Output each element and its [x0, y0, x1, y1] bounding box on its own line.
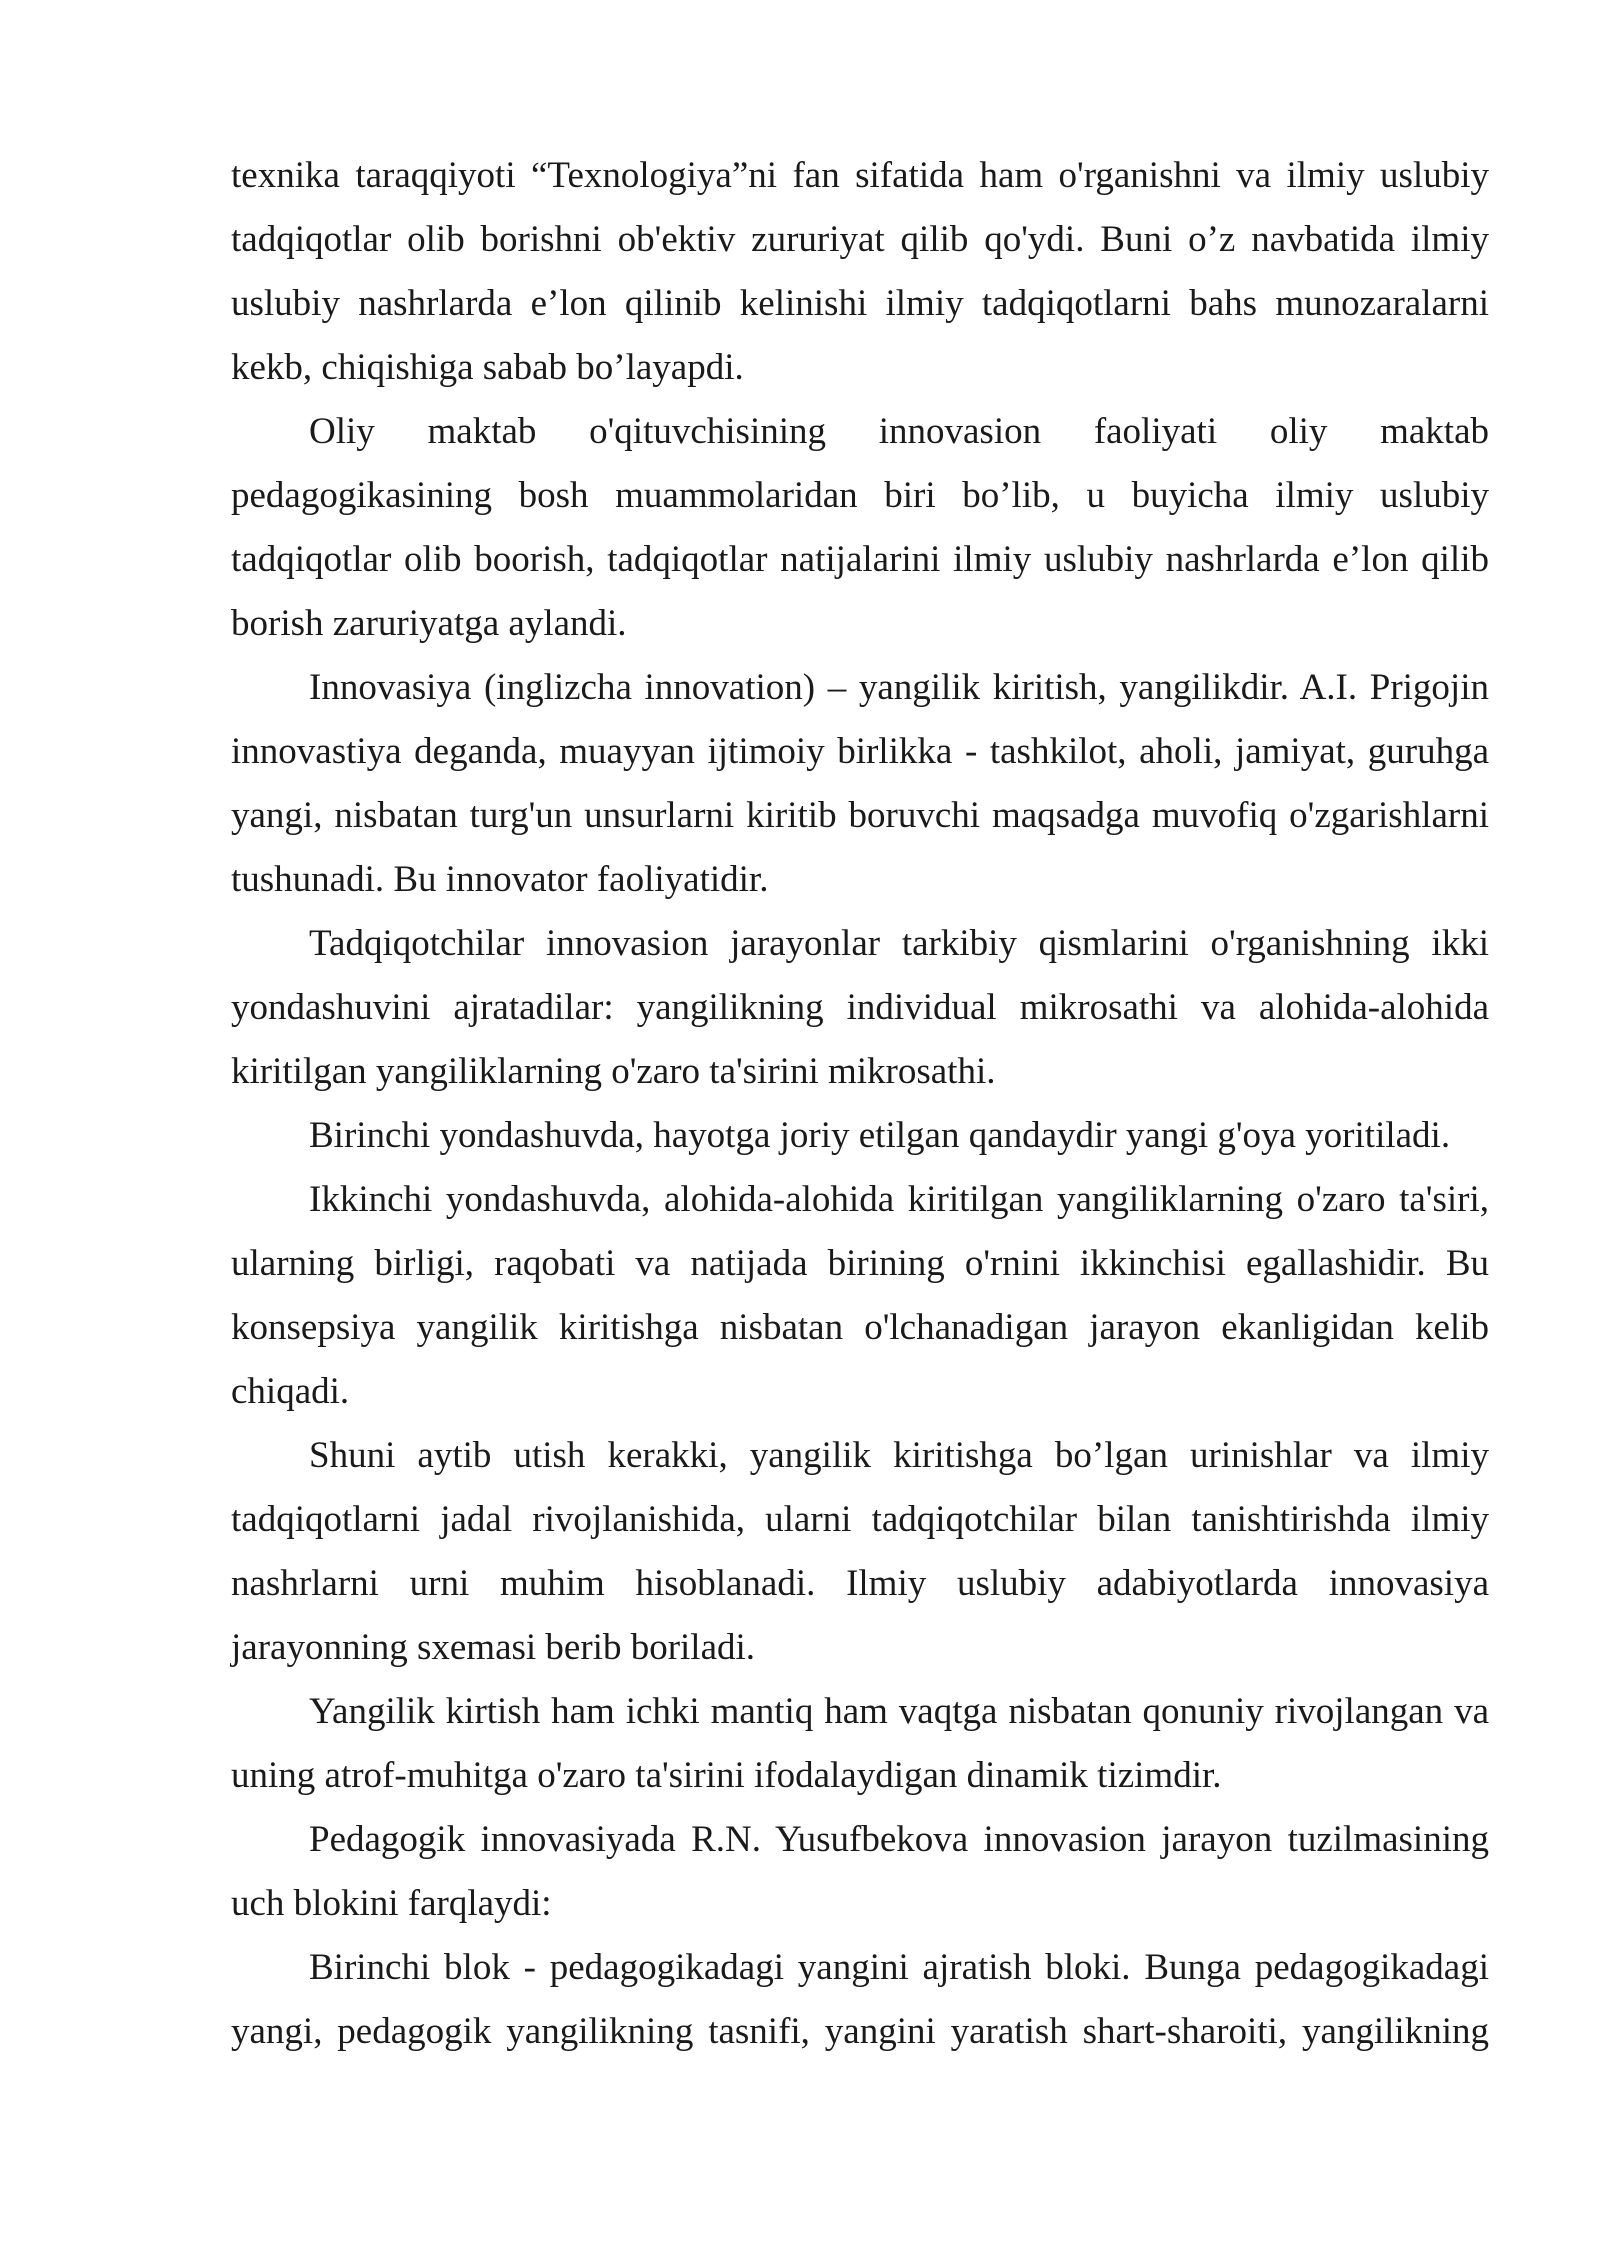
paragraph-continuation: texnika taraqqiyoti “Texnologiya”ni fan sifatida ham o'rganishni va ilmiy uslubiy tadqiqotlar olib borishni ob'ektiv zururiyat qilib qo'ydi. Buni o’z navbatida ilmiy uslubiy nashrlarda e’lon qilinib kelinishi ilmiy tadqiqotlarni bahs munozaralarni kekb, chiqishiga sabab bo’layapdi. — [231, 155, 1489, 388]
paragraph-innovation-activity: Oliy maktab o'qituvchisining innovasion faoliyati oliy maktab pedagogikasining bosh muammolaridan biri bo’lib, u buyicha ilmiy uslubiy tadqiqotlar olib boorish, tadqiqotlar natijalarini ilmiy uslubiy nashrlarda e’lon qilib borish zaruriyatga aylandi. — [231, 411, 1489, 644]
paragraph-two-approaches: Tadqiqotchilar innovasion jarayonlar tarkibiy qismlarini o'rganishning ikki yondashuvini ajratadilar: yangilikning individual mikrosathi va alohida-alohida kiritilgan yangiliklarning o'zaro ta'sirini mikrosathi. — [231, 923, 1489, 1092]
paragraph-first-block: Birinchi blok - pedagogikadagi yangini ajratish bloki. Bunga pedagogikadagi yangi, pedagogik yangilikning tasnifi, yangini yaratish shart-sharoiti, yangilikning — [231, 1947, 1489, 2052]
paragraph-three-blocks: Pedagogik innovasiyada R.N. Yusufbekova innovasion jarayon tuzilmasining uch blokini farqlaydi: — [231, 1819, 1489, 1924]
body-text — [231, 144, 1489, 2064]
paragraph-second-approach: Ikkinchi yondashuvda, alohida-alohida kiritilgan yangiliklarning o'zaro ta'siri, ularning birligi, raqobati va natijada birining o'rnini ikkinchisi egallashidir. Bu konsepsiya yangilik kiritishga nisbatan o'lchanadigan jarayon ekanligidan kelib chiqadi. — [231, 1179, 1489, 1412]
paragraph-innovation-definition: Innovasiya (inglizcha innovation) – yangilik kiritish, yangilikdir. A.I. Prigojin innovastiya deganda, muayyan ijtimoiy birlikka - tashkilot, aholi, jamiyat, guruhga yangi, nisbatan turg'un unsurlarni kiritib boruvchi maqsadga muvofiq o'zgarishlarni tushunadi. Bu innovator faoliyatidir. — [231, 667, 1489, 900]
paragraph-scientific-publications: Shuni aytib utish kerakki, yangilik kiritishga bo’lgan urinishlar va ilmiy tadqiqotlarni jadal rivojlanishida, ularni tadqiqotchilar bilan tanishtirishda ilmiy nashrlarni urni muhim hisoblanadi. Ilmiy uslubiy adabiyotlarda innovasiya jarayonning sxemasi berib boriladi. — [231, 1435, 1489, 1668]
paragraph-first-approach: Birinchi yondashuvda, hayotga joriy etilgan qandaydir yangi g'oya yoritiladi. — [309, 1115, 1451, 1156]
paragraph-dynamic-system: Yangilik kirtish ham ichki mantiq ham vaqtga nisbatan qonuniy rivojlangan va uning atrof-muhitga o'zaro ta'sirini ifodalaydigan dinamik tizimdir. — [231, 1691, 1489, 1796]
